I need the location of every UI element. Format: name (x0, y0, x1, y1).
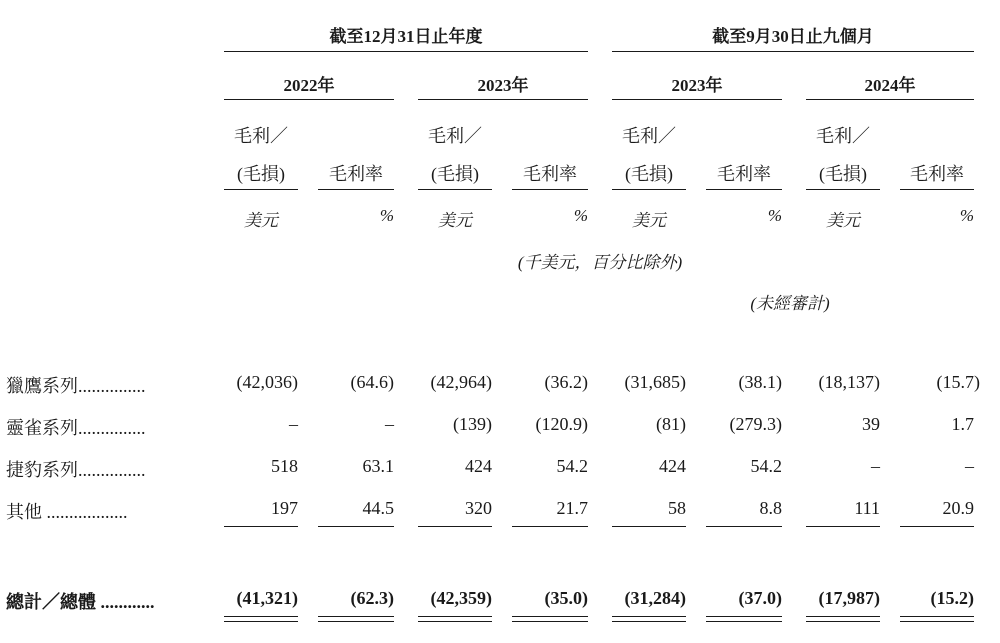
total-value: (41,321) (236, 588, 298, 608)
rule-sub (706, 189, 782, 190)
col-gp-line1: 毛利／ (622, 126, 676, 146)
year-2022: 2022年 (283, 76, 335, 95)
cell-value: (81) (656, 414, 686, 434)
total-label-text: 總計／總體 (6, 592, 96, 612)
cell-value: – (965, 456, 974, 476)
cell-value: (15.7) (936, 372, 980, 392)
note-thousands: (千美元，百分比除外) (517, 253, 683, 272)
note-unaudited: (未經審計) (750, 294, 830, 313)
year-2023-9m: 2023年 (671, 76, 723, 95)
total-value: (17,987) (818, 588, 880, 608)
rule-sub (224, 189, 298, 190)
total-label-dots: ............ (96, 592, 155, 612)
col-gp-line2: (毛損) (819, 164, 867, 184)
rule-total-double (418, 616, 492, 622)
cell-value: 320 (465, 498, 492, 518)
rule-total-double (806, 616, 880, 622)
cell-value: (139) (453, 414, 492, 434)
total-value: (35.0) (544, 588, 588, 608)
cell-value: (18,137) (818, 372, 880, 392)
row-label-text: 捷豹系列 (6, 460, 78, 480)
rule-subtotal (418, 526, 492, 527)
total-value: (37.0) (738, 588, 782, 608)
cell-value: (36.2) (544, 372, 588, 392)
rule-fiscal-year (224, 51, 588, 52)
row-label-dots: ............... (78, 418, 146, 438)
rule-year-2023-fy (418, 99, 588, 100)
header-nine-months: 截至9月30日止九個月 (712, 27, 874, 46)
total-label (6, 588, 155, 614)
unit-usd: 美元 (244, 211, 278, 230)
cell-value: 197 (271, 498, 298, 518)
col-gp-line2: (毛損) (237, 164, 285, 184)
cell-value: 20.9 (942, 498, 974, 518)
cell-value: (31,685) (624, 372, 686, 392)
col-gp-line1: 毛利／ (816, 126, 870, 146)
col-gp-line2: (毛損) (431, 164, 479, 184)
rule-subtotal (318, 526, 394, 527)
cell-value: (42,036) (236, 372, 298, 392)
rule-subtotal (706, 526, 782, 527)
rule-sub (318, 189, 394, 190)
rule-year-2023-9m (612, 99, 782, 100)
rule-total-double (224, 616, 298, 622)
col-gp-line1: 毛利／ (234, 126, 288, 146)
cell-value: (42,964) (430, 372, 492, 392)
cell-value: (279.3) (729, 414, 782, 434)
cell-value: 44.5 (362, 498, 394, 518)
total-value: (31,284) (624, 588, 686, 608)
rule-sub (612, 189, 686, 190)
unit-usd: 美元 (438, 211, 472, 230)
cell-value: 58 (668, 498, 686, 518)
col-margin: 毛利率 (523, 164, 577, 184)
unit-pct: % (573, 206, 588, 225)
total-value: (42,359) (430, 588, 492, 608)
year-2024: 2024年 (864, 76, 916, 95)
row-label-dots: .................. (42, 502, 128, 522)
row-label-text: 靈雀系列 (6, 418, 78, 438)
rule-sub (806, 189, 880, 190)
cell-value: 424 (465, 456, 492, 476)
rule-year-2022 (224, 99, 394, 100)
cell-value: (38.1) (738, 372, 782, 392)
rule-total-double (706, 616, 782, 622)
rule-subtotal (900, 526, 974, 527)
cell-value: 54.2 (750, 456, 782, 476)
row-label-text: 獵鷹系列 (6, 376, 78, 396)
col-margin: 毛利率 (910, 164, 964, 184)
rule-subtotal (224, 526, 298, 527)
total-value: (15.2) (930, 588, 974, 608)
col-gp-line2: (毛損) (625, 164, 673, 184)
col-margin: 毛利率 (717, 164, 771, 184)
rule-total-double (512, 616, 588, 622)
rule-subtotal (512, 526, 588, 527)
row-label (6, 498, 128, 524)
rule-subtotal (612, 526, 686, 527)
row-label (6, 456, 146, 482)
row-label-dots: ............... (78, 376, 146, 396)
unit-usd: 美元 (826, 211, 860, 230)
rule-sub (418, 189, 492, 190)
row-label-dots: ............... (78, 460, 146, 480)
unit-pct: % (379, 206, 394, 225)
cell-value: 1.7 (951, 414, 974, 434)
year-2023-fy: 2023年 (477, 76, 529, 95)
cell-value: 518 (271, 456, 298, 476)
unit-usd: 美元 (632, 211, 666, 230)
cell-value: 39 (862, 414, 880, 434)
cell-value: – (871, 456, 880, 476)
row-label (6, 414, 146, 440)
rule-total-double (900, 616, 974, 622)
cell-value: 54.2 (556, 456, 588, 476)
rule-subtotal (806, 526, 880, 527)
total-value: (62.3) (350, 588, 394, 608)
unit-pct: % (767, 206, 782, 225)
col-margin: 毛利率 (329, 164, 383, 184)
cell-value: – (385, 414, 394, 434)
rule-sub (900, 189, 974, 190)
row-label-text: 其他 (6, 502, 42, 522)
cell-value: – (289, 414, 298, 434)
rule-year-2024 (806, 99, 974, 100)
cell-value: 63.1 (362, 456, 394, 476)
cell-value: (64.6) (350, 372, 394, 392)
cell-value: 111 (854, 498, 880, 518)
cell-value: 8.8 (759, 498, 782, 518)
rule-total-double (612, 616, 686, 622)
rule-nine-months (612, 51, 974, 52)
header-fiscal-year: 截至12月31日止年度 (329, 27, 483, 46)
col-gp-line1: 毛利／ (428, 126, 482, 146)
rule-sub (512, 189, 588, 190)
cell-value: 424 (659, 456, 686, 476)
cell-value: (120.9) (535, 414, 588, 434)
row-label (6, 372, 146, 398)
rule-total-double (318, 616, 394, 622)
unit-pct: % (959, 206, 974, 225)
cell-value: 21.7 (556, 498, 588, 518)
